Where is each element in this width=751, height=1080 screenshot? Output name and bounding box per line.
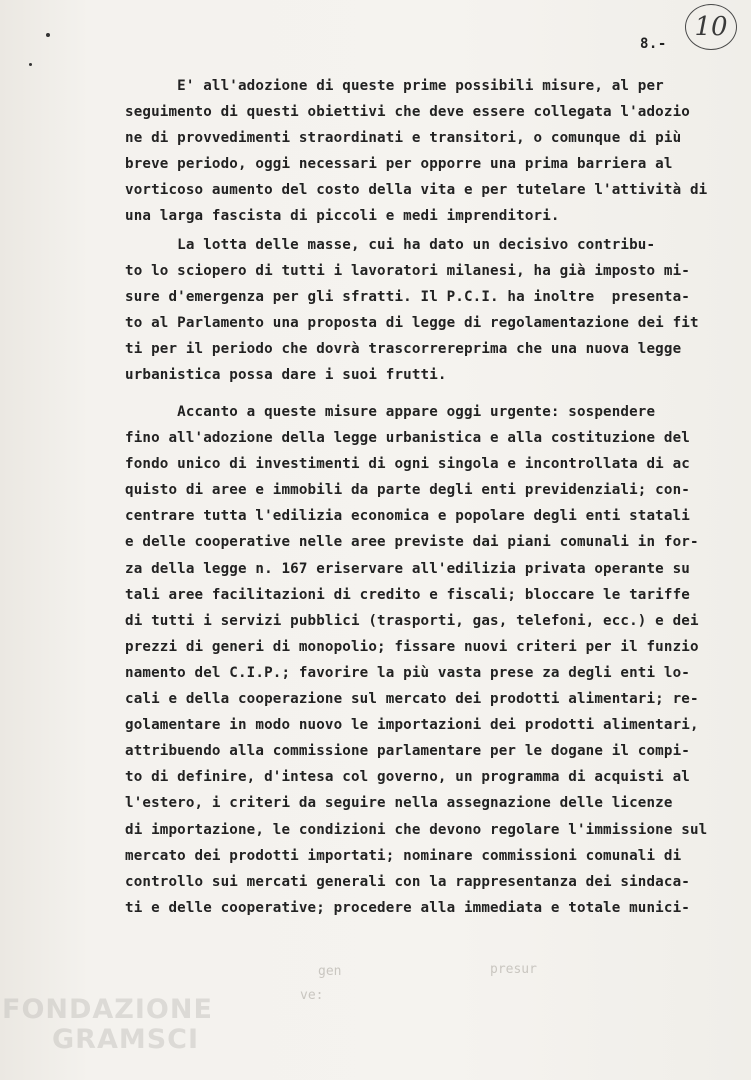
- text-line: centrare tutta l'edilizia economica e popolare degli enti statali: [125, 508, 690, 525]
- margin-dot: [46, 33, 50, 37]
- text-line: to al Parlamento una proposta di legge di regolamentazione dei fit: [125, 315, 699, 332]
- text-line: E' all'adozione di queste prime possibili misure, al per: [125, 78, 664, 94]
- watermark-line1: FONDAZIONE: [2, 994, 213, 1025]
- bleed-through-text: gen: [318, 964, 342, 979]
- text-line: tali aree facilitazioni di credito e fiscali; bloccare le tariffe: [125, 586, 690, 603]
- text-line: e delle cooperative nelle aree previste dai piani comunali in for-: [125, 534, 699, 551]
- text-line: seguimento di questi obiettivi che deve essere collegata l'adozio: [125, 104, 690, 121]
- handwritten-page-number-text: 10: [694, 12, 728, 42]
- margin-dot: [29, 63, 32, 66]
- text-line: La lotta delle masse, cui ha dato un decisivo contribu-: [125, 237, 656, 253]
- text-line: attribuendo alla commissione parlamentare per le dogane il compi-: [125, 743, 690, 760]
- handwritten-page-number: [685, 4, 737, 50]
- text-line: to di definire, d'intesa col governo, un programma di acquisti al: [125, 769, 690, 786]
- text-line: breve periodo, oggi necessari per opporre una prima barriera al: [125, 156, 673, 173]
- text-line: controllo sui mercati generali con la rappresentanza dei sindaca-: [125, 873, 690, 890]
- paragraph-3: [125, 399, 720, 921]
- text-line: namento del C.I.P.; favorire la più vasta prese za degli enti lo-: [125, 664, 690, 681]
- text-line: una larga fascista di piccoli e medi imprenditori.: [125, 208, 560, 225]
- text-line: golamentare in modo nuovo le importazioni dei prodotti alimentari,: [125, 717, 699, 734]
- text-line: ti per il periodo che dovrà trascorrereprima che una nuova legge: [125, 341, 682, 358]
- watermark-line2: GRAMSCI: [52, 1024, 200, 1055]
- bleed-through-text: ve:: [300, 988, 324, 1003]
- text-line: Accanto a queste misure appare oggi urgente: sospendere: [125, 404, 656, 420]
- text-line: to lo sciopero di tutti i lavoratori milanesi, ha già imposto mi-: [125, 263, 690, 280]
- text-line: di importazione, le condizioni che devono regolare l'immissione sul: [125, 821, 708, 838]
- page-number: 8.-: [640, 36, 667, 52]
- text-line: ne di provvedimenti straordinati e transitori, o comunque di più: [125, 130, 682, 147]
- text-line: urbanistica possa dare i suoi frutti.: [125, 367, 447, 384]
- text-line: prezzi di generi di monopolio; fissare nuovi criteri per il funzio: [125, 638, 699, 655]
- bleed-through-text: presur: [490, 962, 537, 977]
- text-line: di tutti i servizi pubblici (trasporti, gas, telefoni, ecc.) e dei: [125, 612, 699, 629]
- text-line: quisto di aree e immobili da parte degli enti previdenziali; con-: [125, 482, 690, 499]
- paragraph-2: [125, 232, 720, 389]
- text-line: ti e delle cooperative; procedere alla immediata e totale munici-: [125, 899, 690, 916]
- text-line: fondo unico di investimenti di ogni singola e incontrollata di ac: [125, 456, 690, 473]
- text-line: cali e della cooperazione sul mercato dei prodotti alimentari; re-: [125, 691, 699, 708]
- text-line: vorticoso aumento del costo della vita e per tutelare l'attività di: [125, 182, 708, 199]
- text-line: za della legge n. 167 eriservare all'edilizia privata operante su: [125, 560, 690, 577]
- paragraph-1: [125, 73, 720, 230]
- text-line: l'estero, i criteri da seguire nella assegnazione delle licenze: [125, 795, 673, 812]
- watermark-logo: [2, 995, 213, 1055]
- text-line: fino all'adozione della legge urbanistica e alla costituzione del: [125, 430, 690, 447]
- text-line: sure d'emergenza per gli sfratti. Il P.C.I. ha inoltre presenta-: [125, 289, 690, 306]
- text-line: mercato dei prodotti importati; nominare commissioni comunali di: [125, 847, 682, 864]
